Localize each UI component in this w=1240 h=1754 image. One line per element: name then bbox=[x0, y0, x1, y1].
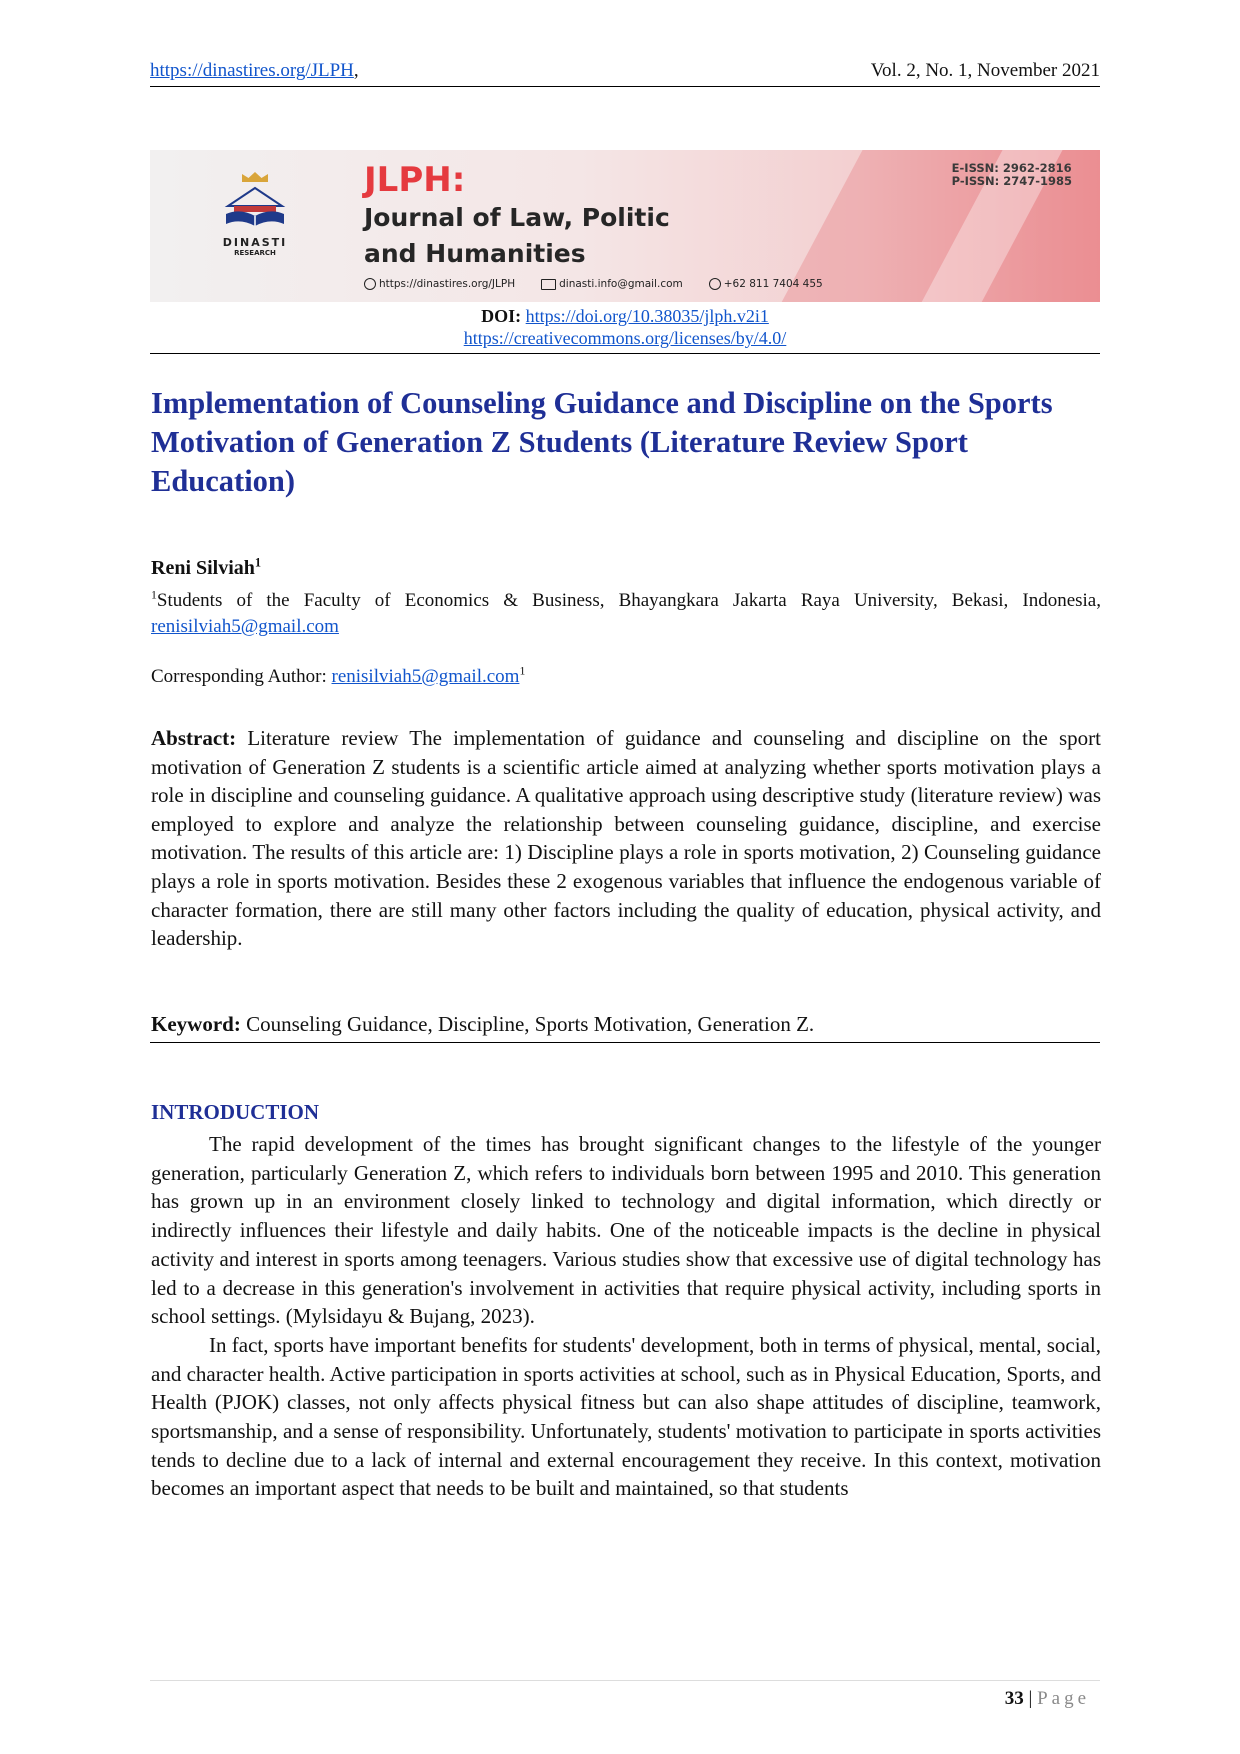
doi-divider bbox=[150, 353, 1100, 354]
doi-label: DOI: bbox=[481, 306, 522, 326]
introduction-heading: INTRODUCTION bbox=[151, 1100, 320, 1124]
paragraph: In fact, sports have important benefits for students' development, both in terms of physical, mental, social, and character health. Active participation in sports activities at school, such as in Physical Education, Sports, and Health (PJOK) classes, not only affects physical fitness but can also shape attitudes of discipline, teamwork, sportsmanship, and a sense of responsibility. Unfortunately, students' motivation to participate in sports activities tends to decline due to a lack of internal and external encouragement they receive. In this context, motivation becomes an important aspect that needs to be built and maintained, so that students bbox=[151, 1332, 1101, 1501]
author-line bbox=[151, 557, 261, 580]
banner-phone-text: +62 811 7404 455 bbox=[723, 278, 823, 290]
doi-block bbox=[150, 305, 1100, 349]
journal-name-line2: and Humanities bbox=[364, 239, 586, 268]
banner-email bbox=[541, 278, 683, 290]
journal-name bbox=[364, 200, 670, 272]
journal-url-wrap bbox=[150, 60, 359, 82]
license-line bbox=[150, 327, 1100, 349]
abstract bbox=[151, 724, 1101, 953]
introduction-body bbox=[151, 1130, 1101, 1503]
affiliation-sup: 1 bbox=[151, 588, 157, 602]
corresponding-author bbox=[151, 666, 525, 688]
corresponding-email-link[interactable]: renisilviah5@gmail.com bbox=[331, 666, 520, 687]
phone-icon bbox=[709, 278, 721, 290]
logo-word: DINASTI bbox=[222, 236, 288, 249]
crown-icon bbox=[242, 172, 268, 182]
mail-icon bbox=[541, 279, 556, 290]
banner-phone bbox=[709, 278, 823, 290]
logo-sub: RESEARCH bbox=[234, 249, 276, 257]
journal-abbrev: JLPH: bbox=[364, 160, 466, 200]
issn-block bbox=[952, 162, 1072, 188]
book-icon bbox=[220, 184, 290, 232]
corresponding-label: Corresponding Author: bbox=[151, 666, 332, 687]
page-number: 33 bbox=[1004, 1688, 1024, 1709]
doi-line bbox=[150, 305, 1100, 327]
affiliation-text: Students of the Faculty of Economics & Business, Bhayangkara Jakarta Raya University, Bekasi, Indonesia, bbox=[156, 590, 1101, 611]
page-footer bbox=[1005, 1688, 1090, 1710]
footer-divider bbox=[150, 1680, 1100, 1681]
e-issn: E-ISSN: 2962-2816 bbox=[951, 161, 1072, 175]
corresponding-sup: 1 bbox=[519, 664, 526, 678]
keyword-divider bbox=[150, 1042, 1100, 1043]
journal-banner bbox=[150, 150, 1100, 302]
volume-info: Vol. 2, No. 1, November 2021 bbox=[870, 60, 1100, 81]
journal-name-line1: Journal of Law, Politic bbox=[364, 203, 670, 232]
journal-url-link[interactable]: https://dinastires.org/JLPH bbox=[150, 60, 354, 81]
p-issn: P-ISSN: 2747-1985 bbox=[951, 174, 1072, 188]
journal-url-suffix: , bbox=[353, 60, 359, 81]
doi-link[interactable]: https://doi.org/10.38035/jlph.v2i1 bbox=[525, 306, 769, 326]
keyword-text: Counseling Guidance, Discipline, Sports Motivation, Generation Z. bbox=[240, 1012, 815, 1036]
banner-contacts bbox=[364, 278, 823, 290]
banner-email-text: dinasti.info@gmail.com bbox=[559, 278, 683, 290]
banner-website bbox=[364, 278, 515, 290]
license-link[interactable]: https://creativecommons.org/licenses/by/4.0/ bbox=[463, 328, 787, 348]
banner-website-text: https://dinastires.org/JLPH bbox=[379, 278, 516, 290]
abstract-text: Literature review The implementation of guidance and counseling and discipline on the sport motivation of Generation Z students is a scientific article aimed at analyzing whether sports motivation plays a role in discipline and counseling guidance. A qualitative approach using descriptive study (literature review) was employed to explore and analyze the relationship between counseling guidance, discipline, and exercise motivation. The results of this article are: 1) Discipline plays a role in sports motivation, 2) Counseling guidance plays a role in sports motivation. Besides these 2 exogenous variables that influence the endogenous variable of character formation, there are still many other factors including the quality of education, physical activity, and leadership. bbox=[151, 726, 1101, 951]
globe-icon bbox=[364, 278, 376, 290]
page-label: Page bbox=[1037, 1688, 1090, 1709]
article-title: Implementation of Counseling Guidance and Discipline on the Sports Motivation of Generation Z Students (Literature Review Sport Education) bbox=[151, 386, 1053, 498]
author-sup: 1 bbox=[254, 555, 262, 570]
author-name: Reni Silviah bbox=[151, 557, 255, 579]
affiliation bbox=[151, 588, 1101, 640]
keywords bbox=[151, 1010, 1101, 1038]
abstract-label: Abstract: bbox=[151, 726, 237, 750]
dinasti-logo bbox=[200, 172, 310, 257]
page-separator: | bbox=[1023, 1688, 1038, 1709]
affiliation-email-link[interactable]: renisilviah5@gmail.com bbox=[151, 616, 339, 637]
running-header bbox=[150, 60, 1100, 87]
paragraph: The rapid development of the times has brought significant changes to the lifestyle of the younger generation, particularly Generation Z, which refers to individuals born between 1995 and 2010. This generation has grown up in an environment closely linked to technology and digital information, which directly or indirectly influences their lifestyle and daily habits. One of the noticeable impacts is the decline in physical activity and interest in sports among teenagers. Various studies show that excessive use of digital technology has led to a decrease in this generation's involvement in activities that require physical activity, including sports in school settings. (Mylsidayu & Bujang, 2023). bbox=[151, 1132, 1101, 1329]
keyword-label: Keyword: bbox=[151, 1012, 241, 1036]
